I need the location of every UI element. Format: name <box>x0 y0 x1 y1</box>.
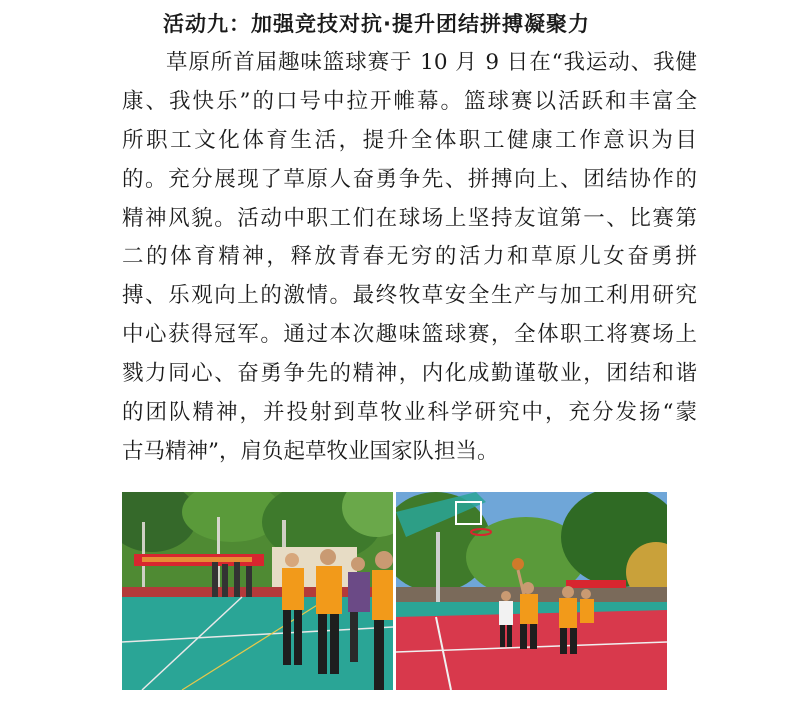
article-paragraph <box>122 44 697 472</box>
photo-strip <box>122 492 667 690</box>
text-line: 的团队精神，并投射到草牧业科学研究中，充分发扬“蒙 <box>122 400 697 426</box>
text-line: 搏、乐观向上的激情。最终牧草安全生产与加工利用研究 <box>122 283 697 309</box>
text-line: 的。充分展现了草原人奋勇争先、拼搏向上、团结协作的 <box>122 166 697 192</box>
text-line: 戮力同心、奋勇争先的精神，内化成勤谨敬业，团结和谐 <box>122 361 697 387</box>
text-line: 古马精神”，肩负起草牧业国家队担当。 <box>122 438 499 464</box>
text-line: 草原所首届趣味篮球赛于 10 月 9 日在“我运动、我健 <box>166 50 697 75</box>
section-heading: 活动九：加强竞技对抗·提升团结拼搏凝聚力 <box>163 12 590 36</box>
photo-players-lineup <box>122 492 393 690</box>
text-line: 二的体育精神，释放青春无穷的活力和草原儿女奋勇拼 <box>122 244 697 270</box>
text-line: 精神风貌。活动中职工们在球场上坚持友谊第一、比赛第 <box>122 205 697 231</box>
photo-player-shooting <box>396 492 667 690</box>
text-line: 所职工文化体育生活，提升全体职工健康工作意识为目 <box>122 127 697 153</box>
text-line: 康、我快乐”的口号中拉开帷幕。篮球赛以活跃和丰富全 <box>122 88 697 114</box>
text-line: 中心获得冠军。通过本次趣味篮球赛，全体职工将赛场上 <box>122 322 697 348</box>
